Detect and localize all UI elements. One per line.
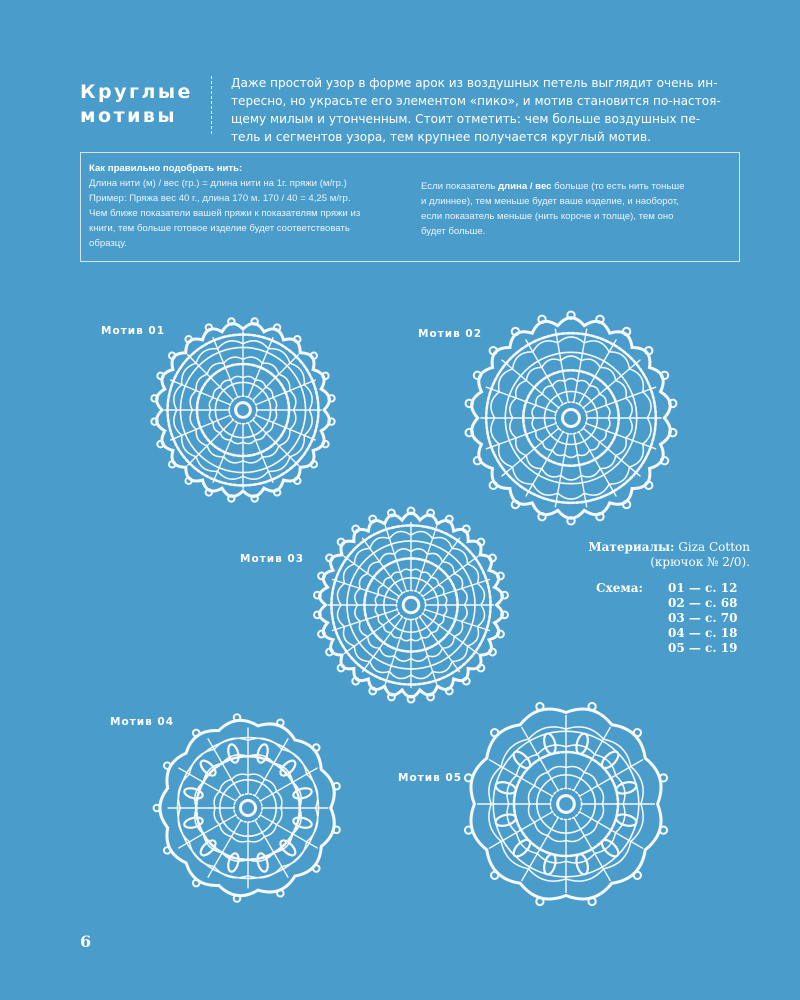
- yarn-info-line: образцу.: [89, 238, 127, 249]
- motif-05-doily: [455, 693, 677, 915]
- schema-row: [596, 626, 756, 641]
- section-title-line-1: Круглые: [80, 81, 193, 103]
- schema-label: Схема:: [596, 581, 643, 595]
- schema-row: [596, 641, 756, 656]
- schema-entry: 03 — с. 70: [668, 611, 738, 625]
- schema-row: [596, 581, 756, 596]
- intro-line: тель и сегментов узора, тем крупнее получается круглый мотив.: [231, 130, 651, 144]
- text-run: Если показатель: [421, 181, 498, 192]
- yarn-info-header: Как правильно подобрать нить:: [89, 163, 243, 174]
- motif-01-label: Мотив 01: [101, 325, 166, 337]
- motif-01-doily: [145, 312, 341, 508]
- schema-entry: 01 — с. 12: [668, 581, 738, 595]
- yarn-info-line: Пример: Пряжа вес 40 г., длина 170 м. 170 / 40 = 4,25 м/гр.: [89, 193, 351, 204]
- ratio-term: длина / вес: [497, 181, 552, 192]
- section-title: [80, 80, 202, 128]
- schema-block: [596, 581, 756, 656]
- page-number: 6: [80, 932, 92, 951]
- motif-03-label: Мотив 03: [240, 553, 305, 565]
- yarn-info-line: Чем ближе показатели вашей пряжи к показателям пряжи из: [89, 208, 361, 219]
- section-title-line-2: мотивы: [80, 105, 178, 127]
- materials-block: [560, 540, 750, 570]
- yarn-info-right: [421, 179, 731, 239]
- motif-05-label: Мотив 05: [398, 772, 463, 784]
- schema-entry: 02 — с. 68: [668, 596, 738, 610]
- motif-04-label: Мотив 04: [110, 716, 175, 728]
- motif-03-doily: [308, 502, 514, 708]
- materials-line: [560, 540, 750, 555]
- motif-04-doily: [148, 708, 348, 908]
- intro-line: Даже простой узор в форме арок из воздушных петель выглядит очень ин-: [231, 76, 718, 90]
- motif-02-doily: [458, 305, 684, 531]
- yarn-info-box: [80, 152, 740, 262]
- motif-02-label: Мотив 02: [418, 328, 483, 340]
- yarn-info-right-line: и длиннее), тем меньше будет ваше изделие, и наоборот,: [421, 196, 679, 207]
- materials-yarn: Giza Cotton: [678, 540, 750, 554]
- intro-line: щему милым и утонченным. Стоит отметить: чем больше воздушных пе-: [231, 112, 701, 126]
- yarn-info-right-line: если показатель меньше (нить короче и толще), тем оно: [421, 211, 674, 222]
- schema-row: [596, 611, 756, 626]
- schema-entry: 05 — с. 19: [668, 641, 738, 655]
- intro-line: тересно, но украсьте его элементом «пико», и мотив становится по-настоя-: [231, 94, 721, 108]
- yarn-info-left: [89, 161, 409, 251]
- text-run: больше (то есть нить тоньше: [551, 181, 685, 192]
- materials-hook: (крючок № 2/0).: [650, 555, 750, 569]
- yarn-info-line: Длина нити (м) / вес (гр.) = длина нити на 1г. пряжи (м/гр.): [89, 178, 347, 189]
- schema-entry: 04 — с. 18: [668, 626, 738, 640]
- title-divider: [211, 76, 213, 134]
- yarn-info-line: книги, тем больше готовое изделие будет соответствовать: [89, 223, 350, 234]
- materials-label: Материалы:: [588, 540, 675, 554]
- yarn-info-right-line: будет больше.: [421, 226, 486, 237]
- yarn-info-right-line: [421, 179, 731, 194]
- intro-paragraph: [231, 74, 741, 146]
- schema-row: [596, 596, 756, 611]
